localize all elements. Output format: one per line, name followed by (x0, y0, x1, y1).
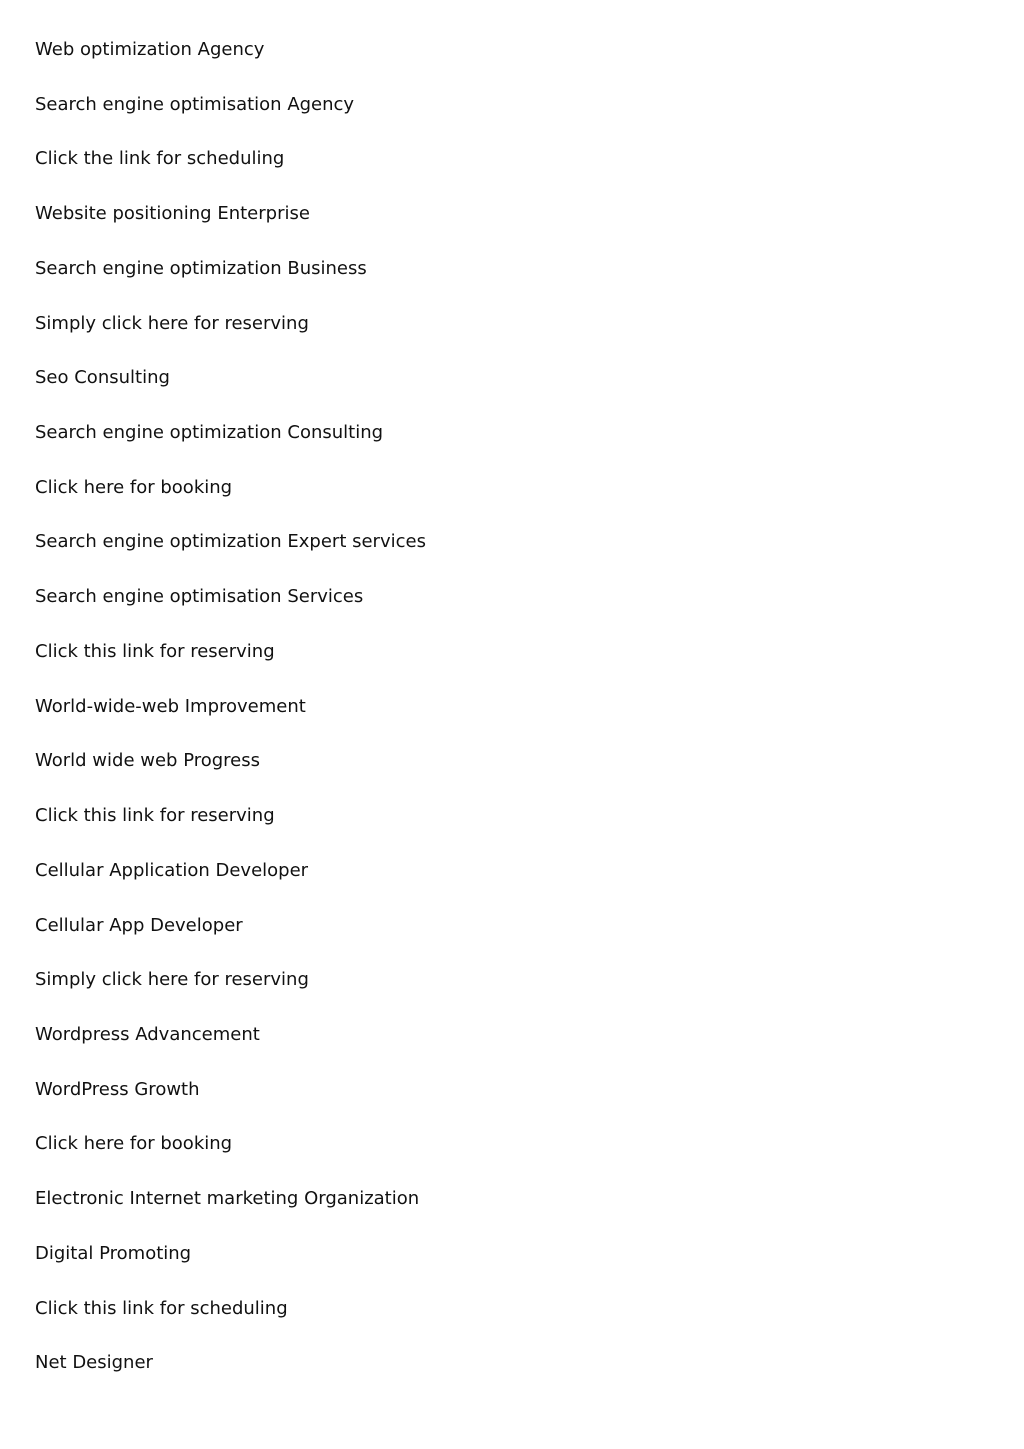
text-line: Net Designer (35, 1352, 153, 1374)
text-line: Click this link for reserving (35, 640, 275, 662)
text-line: Click the link for scheduling (35, 148, 285, 170)
text-line: Cellular Application Developer (35, 859, 309, 881)
text-line: Wordpress Advancement (35, 1023, 260, 1045)
text-line: Search engine optimization Business (35, 257, 367, 279)
text-line: Search engine optimisation Services (35, 586, 364, 608)
text-line: WordPress Growth (35, 1078, 200, 1100)
text-line: Digital Promoting (35, 1242, 192, 1264)
text-line: Click this link for reserving (35, 805, 275, 827)
text-line: Simply click here for reserving (35, 312, 309, 334)
text-line: Web optimization Agency (35, 39, 265, 60)
text-line: World-wide-web Improvement (35, 695, 306, 717)
text-line: Cellular App Developer (35, 914, 243, 936)
text-line: Search engine optimisation Agency (35, 93, 355, 115)
text-line: Simply click here for reserving (35, 969, 309, 991)
text-line: Click here for booking (35, 1133, 233, 1155)
text-line: World wide web Progress (35, 750, 261, 772)
text-line: Electronic Internet marketing Organization (35, 1188, 420, 1210)
text-line: Seo Consulting (35, 367, 170, 389)
text-line: Click here for booking (35, 476, 233, 498)
text-line: Search engine optimization Consulting (35, 422, 384, 444)
text-line: Click this link for scheduling (35, 1297, 288, 1319)
document-body (35, 36, 995, 1404)
text-line: Search engine optimization Expert services (35, 531, 426, 553)
text-line: Website positioning Enterprise (35, 203, 310, 225)
